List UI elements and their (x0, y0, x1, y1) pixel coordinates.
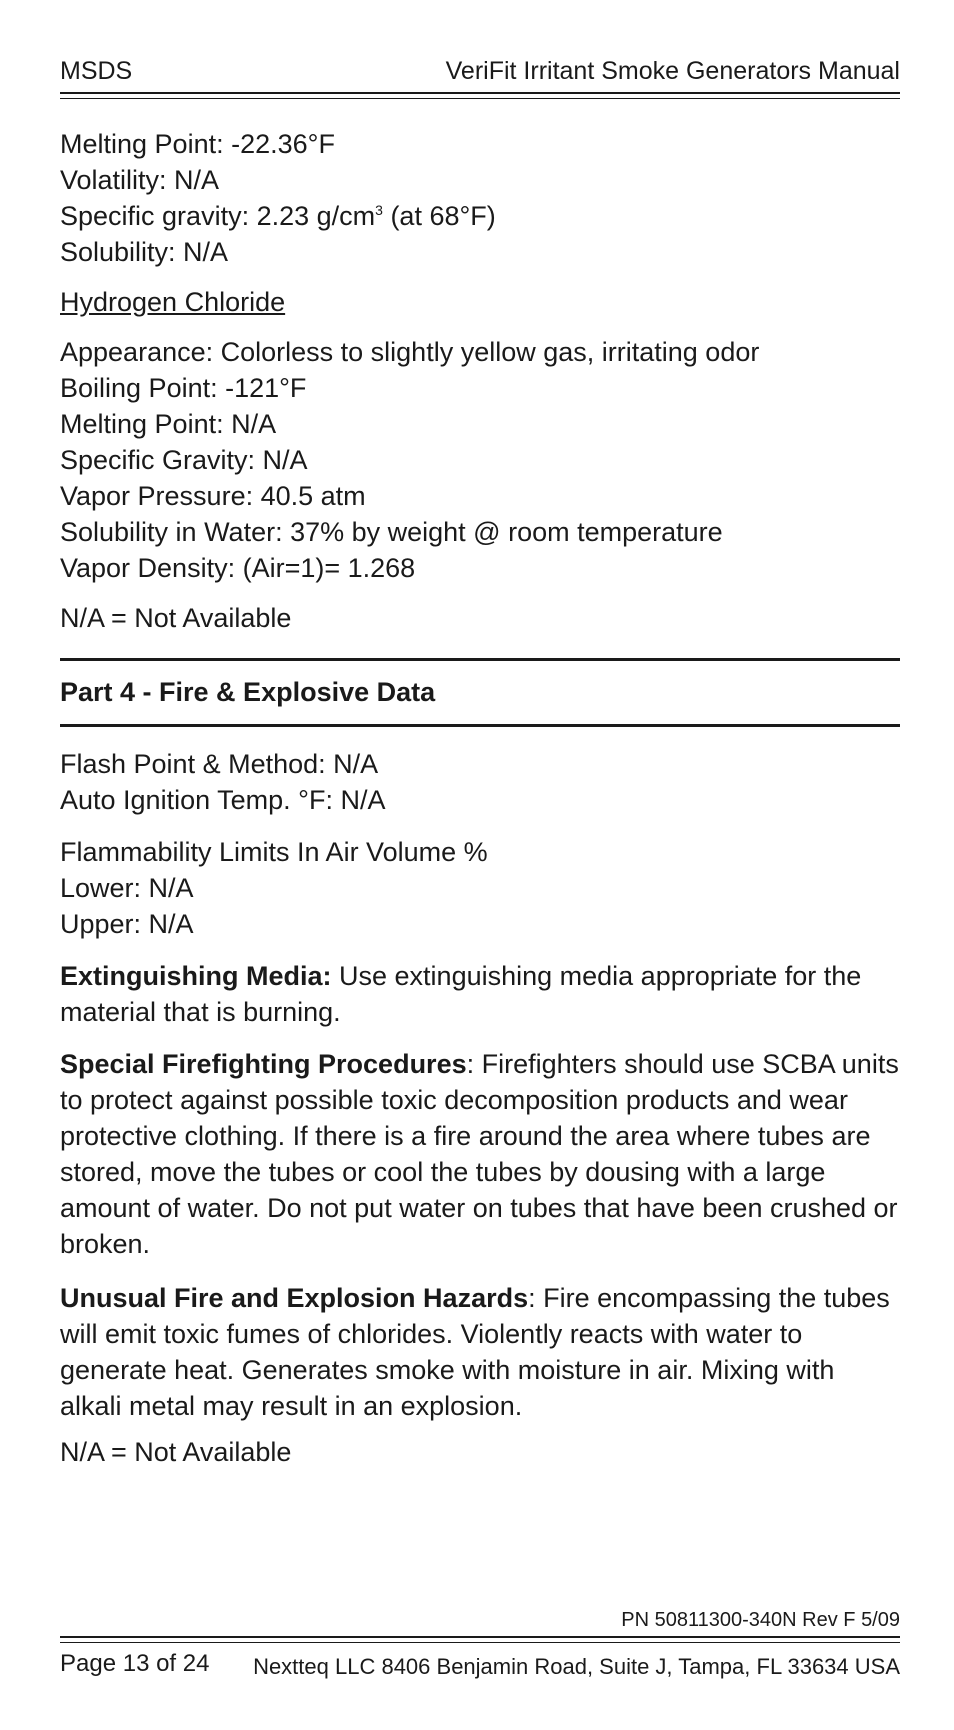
flammability-upper: Upper: N/A (60, 909, 194, 939)
hcl-solubility: Solubility in Water: 37% by weight @ room temperature (60, 517, 723, 547)
part-number: PN 50811300-340N Rev F 5/09 (621, 1609, 900, 1631)
hcl-heading-block (60, 284, 900, 320)
extinguishing-text: Use extinguishing media appropriate for the material that is burning. (60, 961, 862, 1027)
specific-gravity-exponent: 3 (375, 202, 383, 218)
unusual-label: Unusual Fire and Explosion Hazards (60, 1283, 529, 1313)
hcl-vapor-pressure: Vapor Pressure: 40.5 atm (60, 481, 366, 511)
flammability-heading: Flammability Limits In Air Volume % (60, 837, 488, 867)
flammability-block (60, 834, 900, 942)
header-manual-title: VeriFit Irritant Smoke Generators Manual (445, 57, 900, 85)
hcl-vapor-density: Vapor Density: (Air=1)= 1.268 (60, 553, 416, 583)
footer-rule (60, 1636, 900, 1643)
page-header (60, 54, 900, 88)
header-section-label: MSDS (60, 57, 133, 85)
special-procedures (60, 1046, 900, 1262)
flash-block (60, 746, 900, 818)
melting-point: Melting Point: -22.36°F (60, 129, 335, 159)
hcl-appearance: Appearance: Colorless to slightly yellow gas, irritating odor (60, 337, 760, 367)
header-rule (60, 92, 900, 99)
special-text: : Firefighters should use SCBA units to protect against possible toxic decomposition products and wear protective clothing. If there is a fire around the area where tubes are stored, move the tubes or cool the tubes by dousing with a large amount of water. Do not put water on tubes that have been crushed or broken. (60, 1049, 899, 1259)
volatility: Volatility: N/A (60, 165, 220, 195)
hcl-boiling-point: Boiling Point: -121°F (60, 373, 307, 403)
specific-gravity (60, 198, 900, 234)
unusual-hazards (60, 1280, 900, 1424)
unusual-text: : Fire encompassing the tubes will emit toxic fumes of chlorides. Violently reacts with water to generate heat. Generates smoke with moisture in air. Mixing with alkali metal may result in an explosion. (60, 1283, 890, 1421)
extinguishing-label: Extinguishing Media: (60, 961, 332, 991)
section-rule-top (60, 658, 900, 661)
company-address: Nextteq LLC 8406 Benjamin Road, Suite J, Tampa, FL 33634 USA (253, 1654, 900, 1679)
specific-gravity-condition: (at 68°F) (382, 201, 496, 231)
solubility: Solubility: N/A (60, 237, 229, 267)
specific-gravity-value: Specific gravity: 2.23 g/cm (60, 201, 376, 231)
auto-ignition: Auto Ignition Temp. °F: N/A (60, 785, 386, 815)
hcl-heading: Hydrogen Chloride (60, 287, 286, 317)
properties-top (60, 126, 900, 270)
special-label: Special Firefighting Procedures (60, 1049, 467, 1079)
hcl-specific-gravity: Specific Gravity: N/A (60, 445, 308, 475)
na-note-text-2: N/A = Not Available (60, 1437, 292, 1467)
na-note-1 (60, 600, 900, 636)
section-title: Part 4 - Fire & Explosive Data (60, 677, 436, 707)
hcl-properties (60, 334, 900, 586)
flammability-lower: Lower: N/A (60, 873, 194, 903)
section-rule-bottom (60, 724, 900, 727)
document-page (60, 0, 900, 1730)
na-note-2 (60, 1434, 900, 1470)
extinguishing-media (60, 958, 900, 1030)
flash-point: Flash Point & Method: N/A (60, 749, 379, 779)
page-number: Page 13 of 24 (60, 1650, 210, 1677)
hcl-melting-point: Melting Point: N/A (60, 409, 277, 439)
na-note-text: N/A = Not Available (60, 603, 292, 633)
